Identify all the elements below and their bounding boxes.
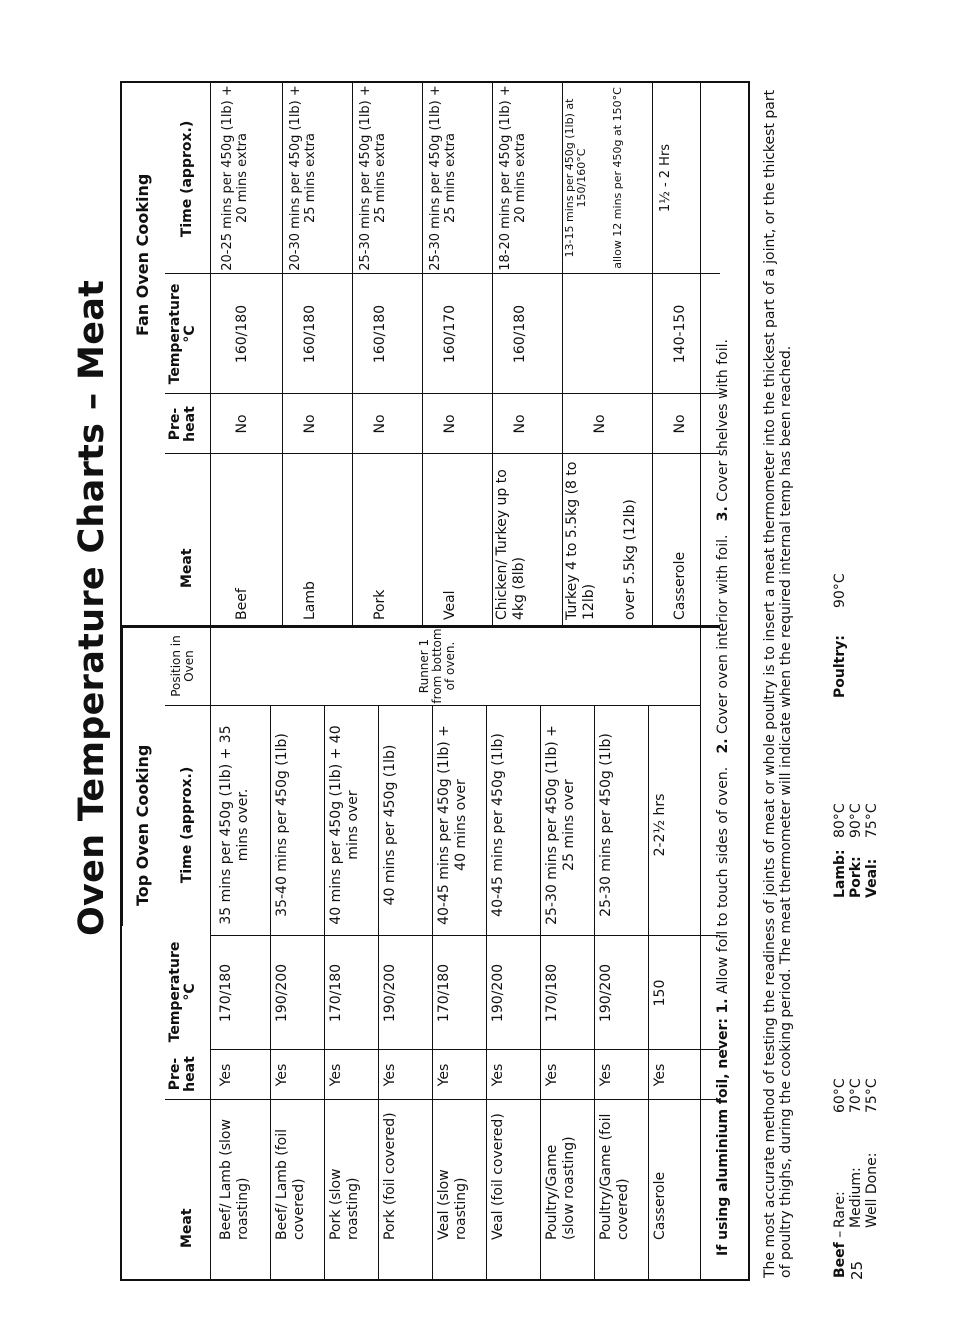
top-col-preheat: Pre-heat (167, 1056, 198, 1092)
fan-oven-heading: Fan Oven Cooking (133, 173, 152, 336)
page-number: 25 (848, 1260, 866, 1280)
rare-value: 60°C (832, 1078, 848, 1113)
foil-note-text-3: Cover shelves with foil. (715, 339, 731, 502)
top-row-meat: Poultry/Game (foil covered) (598, 1113, 631, 1240)
fan-row-meat: Lamb (302, 581, 318, 620)
fan-row-temp: 160/180 (512, 304, 528, 364)
well-value: 75°C (864, 1078, 880, 1113)
top-row-meat: Beef/ Lamb (foil covered) (274, 1128, 307, 1240)
fan-col-meat: Meat (179, 548, 195, 588)
well-label: Well Done: (864, 1152, 880, 1228)
top-oven-heading: Top Oven Cooking (133, 744, 152, 906)
top-col-position: Position in Oven (169, 635, 196, 697)
top-col-time: Time (approx.) (179, 766, 195, 884)
fan-row-time: 25-30 mins per 450g (1lb) + 25 mins extra (428, 85, 458, 271)
fan-row-preheat: No (672, 414, 688, 434)
top-row-temp: 190/200 (490, 963, 506, 1023)
top-row-temp: 170/180 (544, 963, 560, 1023)
top-row-temp: 170/180 (436, 963, 452, 1023)
fan-row-meat: Veal (442, 590, 458, 620)
fan-row-time: 13-15 mins per 450g (1lb) at 150/160°C (563, 98, 588, 258)
top-row-preheat: Yes (436, 1063, 452, 1087)
veal-label: Veal: (864, 858, 880, 898)
foil-note-num-1: 1. (715, 998, 731, 1014)
top-row-preheat: Yes (598, 1063, 614, 1087)
fan-row-time: 25-30 mins per 450g (1lb) + 25 mins extra (358, 85, 388, 271)
top-row-time: 40 mins per 450g (1lb) + 40 mins over (328, 725, 361, 925)
fan-row-time-secondary: allow 12 mins per 450g at 150°C (611, 87, 624, 269)
top-row-temp: 170/180 (218, 963, 234, 1023)
pork-value: 90°C (848, 803, 864, 838)
poultry-value: 90°C (832, 573, 848, 608)
medium-value: 70°C (848, 1078, 864, 1113)
poultry-label: Poultry: (832, 635, 848, 698)
fan-row-time: 1½ - 2 Hrs (658, 143, 673, 213)
top-col-temp: Temperature °C (167, 941, 198, 1043)
top-row-time: 2-2½ hrs (652, 793, 668, 857)
fan-row-meat: Pork (372, 589, 388, 620)
pork-label: Pork: (848, 856, 864, 898)
top-row-preheat: Yes (544, 1063, 560, 1087)
fan-row-preheat: No (442, 414, 458, 434)
fan-row-preheat: No (512, 414, 528, 434)
fan-row-preheat: No (592, 414, 608, 434)
beef-dash: – (832, 1230, 848, 1238)
top-row-time: 35-40 mins per 450g (1lb) (274, 733, 290, 917)
fan-col-time: Time (approx.) (179, 120, 195, 238)
top-row-time: 40 mins per 450g (1lb) (382, 744, 398, 906)
beef-label: Beef (832, 1242, 848, 1278)
top-row-meat: Veal (foil covered) (490, 1113, 506, 1240)
fan-row-preheat: No (302, 414, 318, 434)
rare-label: Rare: (832, 1191, 848, 1228)
top-row-meat: Veal (slow roasting) (436, 1169, 469, 1240)
fan-row-temp: 160/180 (372, 304, 388, 364)
top-row-temp: 190/200 (598, 963, 614, 1023)
fan-col-temp: Temperature °C (167, 283, 198, 385)
top-row-preheat: Yes (218, 1063, 234, 1087)
fan-row-temp: 160/180 (302, 304, 318, 364)
top-row-time: 25-30 mins per 450g (1lb) + 25 mins over (544, 725, 577, 925)
foil-note-num-3: 3. (715, 506, 731, 522)
top-row-time: 40-45 mins per 450g (1lb) (490, 733, 506, 917)
fan-row-meat: Chicken/ Turkey up to 4kg (8lb) (494, 469, 527, 620)
foil-note-text-2: Cover oven interior with foil. (715, 534, 731, 734)
top-row-meat: Casserole (652, 1171, 668, 1240)
fan-row-meat: Turkey 4 to 5.5kg (8 to 12lb) (564, 461, 597, 620)
top-row-temp: 190/200 (382, 963, 398, 1023)
foil-note-lead: If using aluminium foil, never: (715, 1017, 731, 1256)
top-col-meat: Meat (179, 1208, 195, 1248)
fan-row-time: 20-30 mins per 450g (1lb) + 25 mins extra (288, 85, 318, 271)
fan-row-meat: Beef (234, 588, 250, 620)
foil-note-text-1: Allow foil to touch sides of oven. (715, 766, 731, 995)
medium-label: Medium: (848, 1167, 864, 1228)
top-row-temp: 170/180 (328, 963, 344, 1023)
top-row-preheat: Yes (652, 1063, 668, 1087)
thermometer-paragraph: The most accurate method of testing the readiness of joints of meat or whole poultry is to insert a meat thermometer into the thickest part of a joint, or the thickest part of poultry thighs, during the cooking period. The meat thermometer will indicate when the required internal temp has been reached. (762, 89, 794, 1278)
top-row-preheat: Yes (274, 1063, 290, 1087)
top-row-time: 40-45 mins per 450g (1lb) + 40 mins over (436, 725, 469, 925)
top-row-preheat: Yes (490, 1063, 506, 1087)
lamb-value: 80°C (832, 803, 848, 838)
lamb-label: Lamb: (832, 849, 848, 898)
top-row-temp: 190/200 (274, 963, 290, 1023)
fan-row-time: 18-20 mins per 450g (1lb) + 20 mins extra (498, 85, 528, 271)
veal-value: 75°C (864, 803, 880, 838)
page-title: Oven Temperature Charts – Meat (72, 279, 112, 936)
top-row-temp: 150 (652, 979, 668, 1007)
top-row-time: 25-30 mins per 450g (1lb) (598, 733, 614, 917)
fan-row-time: 20-25 mins per 450g (1lb) + 20 mins extra (220, 85, 250, 271)
top-row-time: 35 mins per 450g (1lb) + 35 mins over. (218, 725, 251, 925)
fan-row-preheat: No (234, 414, 250, 434)
fan-row-temp: 160/170 (442, 304, 458, 364)
top-row-meat: Poultry/Game (slow roasting) (544, 1136, 577, 1240)
foil-note (715, 339, 731, 1256)
top-row-meat: Pork (foil covered) (382, 1112, 398, 1240)
top-row-meat: Pork (slow roasting) (328, 1168, 361, 1240)
foil-note-num-2: 2. (715, 738, 731, 754)
top-row-meat: Beef/ Lamb (slow roasting) (218, 1119, 251, 1240)
fan-row-temp: 140-150 (672, 304, 688, 364)
top-position-note: Runner 1 from bottom of oven. (417, 628, 457, 704)
top-row-preheat: Yes (328, 1063, 344, 1087)
fan-row-meat: Casserole (672, 551, 688, 620)
fan-row-temp: 160/180 (234, 304, 250, 364)
top-oven-rule (120, 626, 123, 926)
top-row-preheat: Yes (382, 1063, 398, 1087)
fan-row-meat-secondary: over 5.5kg (12lb) (622, 499, 638, 620)
fan-row-preheat: No (372, 414, 388, 434)
fan-col-preheat: Pre-heat (167, 406, 198, 442)
